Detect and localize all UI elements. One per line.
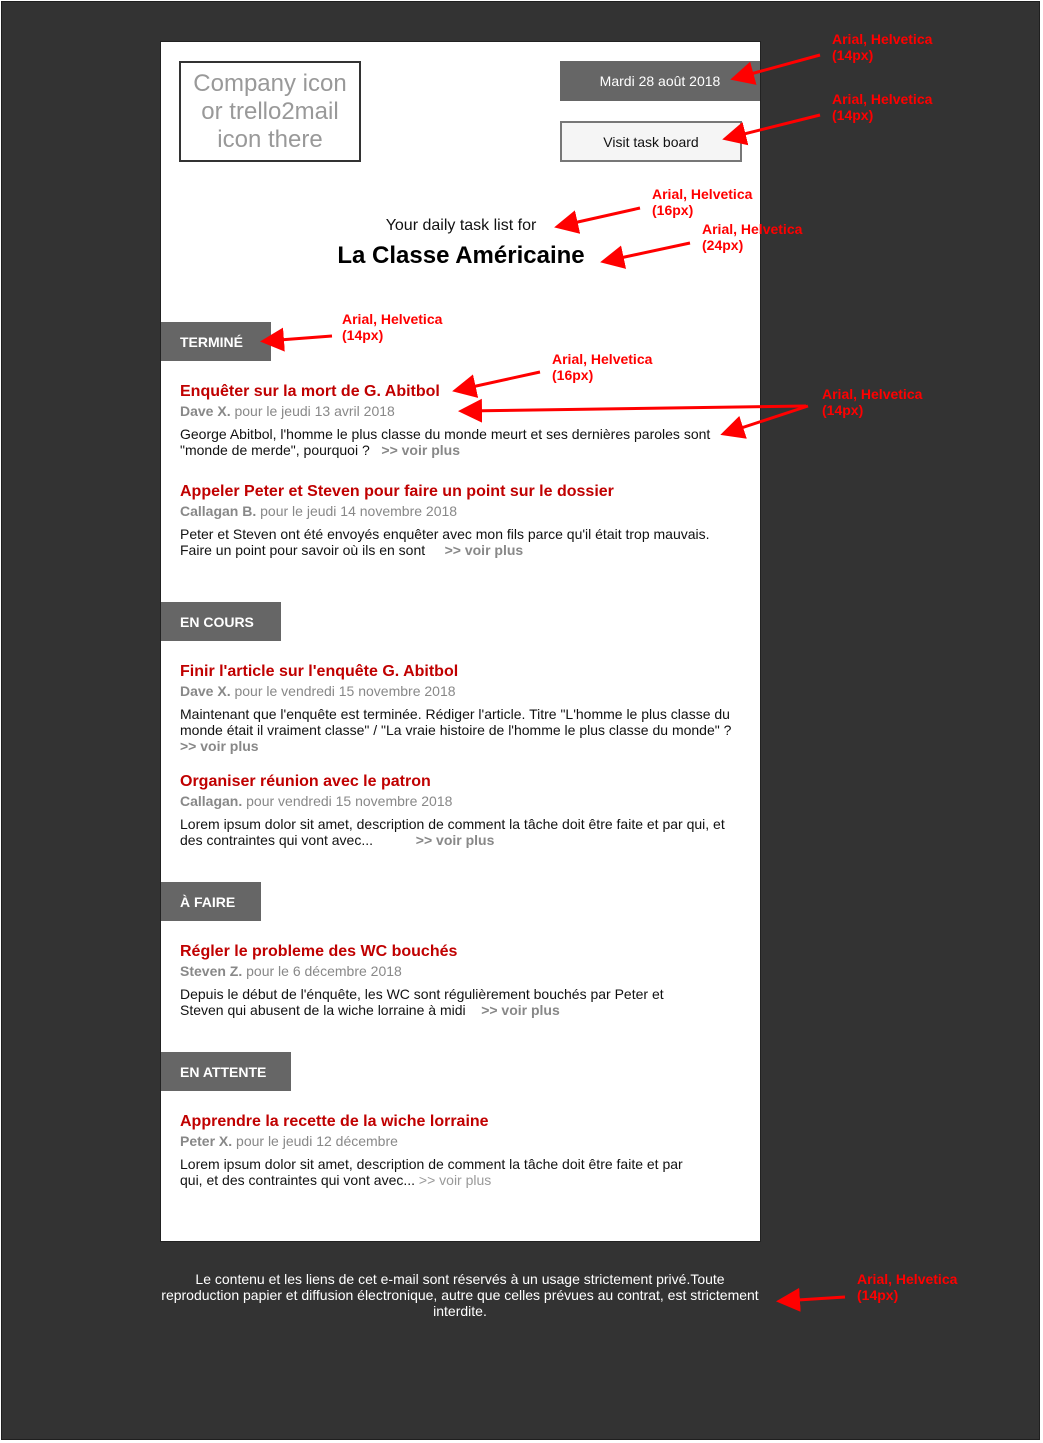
section-label-termine	[161, 322, 271, 361]
task-title-link[interactable]: Organiser réunion avec le patron	[180, 773, 431, 790]
task-description	[180, 426, 740, 458]
task-assignee: Peter X.	[180, 1133, 233, 1149]
annotation-size: (14px)	[832, 47, 874, 63]
task-meta	[180, 962, 740, 980]
date-text: Mardi 28 août 2018	[599, 73, 721, 89]
section-label-text: EN COURS	[180, 613, 254, 630]
annotation-footer	[857, 1271, 957, 1303]
footer-disclaimer: Le contenu et les liens de cet e-mail sont réservés à un usage strictement privé.Toute reproduction papier et diffusion électronique, autre que celles prévues au contrat, est strictement interdite.	[161, 1271, 759, 1319]
task-description-line: Maintenant que l'enquête est terminée. Rédiger l'article. Titre "L'homme le plus classe du	[180, 706, 730, 722]
annotation-font: Arial, Helvetica	[822, 386, 923, 402]
voir-plus-link[interactable]: >> voir plus	[180, 738, 259, 754]
annotation-size: (16px)	[552, 367, 594, 383]
task-title-link[interactable]: Enquêter sur la mort de G. Abitbol	[180, 383, 440, 400]
annotation-font: Arial, Helvetica	[857, 1271, 958, 1287]
task-item	[180, 772, 740, 848]
task-item	[180, 662, 740, 754]
task-item	[180, 482, 740, 558]
task-item	[180, 382, 740, 458]
task-assignee: Dave X.	[180, 403, 231, 419]
annotation-font: Arial, Helvetica	[832, 31, 933, 47]
date-badge	[560, 61, 760, 101]
task-title-link[interactable]: Finir l'article sur l'enquête G. Abitbol	[180, 663, 459, 680]
task-description-line: monde était il vraiment classe" / "La vraie histoire de l'homme le plus classe du monde" ?	[180, 722, 732, 738]
task-description	[180, 986, 740, 1018]
annotation-size: (14px)	[342, 327, 384, 343]
intro-subtitle: Your daily task list for	[385, 217, 537, 234]
intro-title: La Classe Américaine	[337, 242, 585, 269]
task-meta	[180, 682, 740, 700]
voir-plus-link[interactable]: >> voir plus	[381, 442, 460, 458]
annotation-date	[832, 31, 932, 63]
annotation-board-button	[832, 91, 932, 123]
annotation-font: Arial, Helvetica	[702, 221, 803, 237]
task-item	[180, 942, 740, 1018]
task-description-line: Steven qui abusent de la wiche lorraine à midi	[180, 1002, 466, 1018]
annotation-font: Arial, Helvetica	[342, 311, 443, 327]
logo-text: Company icon or trello2mail icon there	[193, 69, 347, 153]
task-description	[180, 706, 740, 754]
annotation-size: (14px)	[857, 1287, 899, 1303]
annotation-size: (16px)	[652, 202, 694, 218]
voir-plus-link[interactable]: >> voir plus	[418, 1172, 492, 1188]
task-description-line: Lorem ipsum dolor sit amet, description de comment la tâche doit être faite et par	[180, 1156, 683, 1172]
task-assignee: Steven Z.	[180, 963, 243, 979]
task-description-line: Peter et Steven ont été envoyés enquêter avec mon fils parce qu'il était trop mauvais.	[180, 526, 710, 542]
annotation-font: Arial, Helvetica	[552, 351, 653, 367]
task-description-line: qui, et des contraintes qui vont avec...	[180, 1172, 416, 1188]
task-description-line: des contraintes qui vont avec...	[180, 832, 373, 848]
task-title-link[interactable]: Apprendre la recette de la wiche lorraine	[180, 1113, 489, 1130]
task-assignee: Callagan.	[180, 793, 243, 809]
section-label-text: À FAIRE	[180, 893, 236, 910]
visit-task-board-label: Visit task board	[603, 133, 699, 150]
annotation-title	[702, 221, 802, 253]
task-due-date: pour le jeudi 13 avril 2018	[234, 403, 395, 419]
voir-plus-link[interactable]: >> voir plus	[415, 832, 495, 848]
task-title-link[interactable]: Régler le probleme des WC bouchés	[180, 943, 458, 960]
section-label-text: EN ATTENTE	[180, 1063, 267, 1080]
task-due-date: pour le 6 décembre 2018	[246, 963, 402, 979]
annotation-task-title	[552, 351, 652, 383]
task-description	[180, 816, 740, 848]
section-label-en-attente	[161, 1052, 291, 1091]
section-label-text: TERMINÉ	[180, 333, 243, 350]
annotation-size: (24px)	[702, 237, 744, 253]
task-item	[180, 1112, 740, 1188]
voir-plus-link[interactable]: >> voir plus	[444, 542, 524, 558]
task-description-line: Depuis le début de l'énquête, les WC sont régulièrement bouchés par Peter et	[180, 986, 664, 1002]
section-label-a-faire	[161, 882, 261, 921]
task-description-line: George Abitbol, l'homme le plus classe du monde meurt et ses dernières paroles sont	[180, 426, 711, 442]
task-assignee: Dave X.	[180, 683, 231, 699]
task-due-date: pour le jeudi 12 décembre	[236, 1133, 398, 1149]
task-title-link[interactable]: Appeler Peter et Steven pour faire un point sur le dossier	[180, 483, 614, 500]
task-description	[180, 1156, 740, 1188]
task-due-date: pour le vendredi 15 novembre 2018	[234, 683, 456, 699]
annotation-task-meta	[822, 386, 922, 418]
annotation-section-label	[342, 311, 442, 343]
annotation-font: Arial, Helvetica	[652, 186, 753, 202]
task-due-date: pour vendredi 15 novembre 2018	[246, 793, 453, 809]
task-meta	[180, 502, 740, 520]
voir-plus-link[interactable]: >> voir plus	[481, 1002, 560, 1018]
task-description-line: Lorem ipsum dolor sit amet, description de comment la tâche doit être faite et par qui, et	[180, 816, 725, 832]
section-label-en-cours	[161, 602, 281, 641]
company-logo-placeholder	[179, 61, 361, 162]
task-description-line: "monde de merde", pourquoi ?	[180, 442, 370, 458]
task-meta	[180, 402, 740, 420]
task-assignee: Callagan B.	[180, 503, 257, 519]
task-description-line: Faire un point pour savoir où ils en sont	[180, 542, 426, 558]
task-description	[180, 526, 740, 558]
task-meta	[180, 1132, 740, 1150]
task-meta	[180, 792, 740, 810]
annotation-font: Arial, Helvetica	[832, 91, 933, 107]
annotation-size: (14px)	[822, 402, 864, 418]
visit-task-board-button[interactable]	[560, 121, 742, 162]
annotation-size: (14px)	[832, 107, 874, 123]
annotation-subtitle	[652, 186, 752, 218]
task-due-date: pour le jeudi 14 novembre 2018	[260, 503, 458, 519]
